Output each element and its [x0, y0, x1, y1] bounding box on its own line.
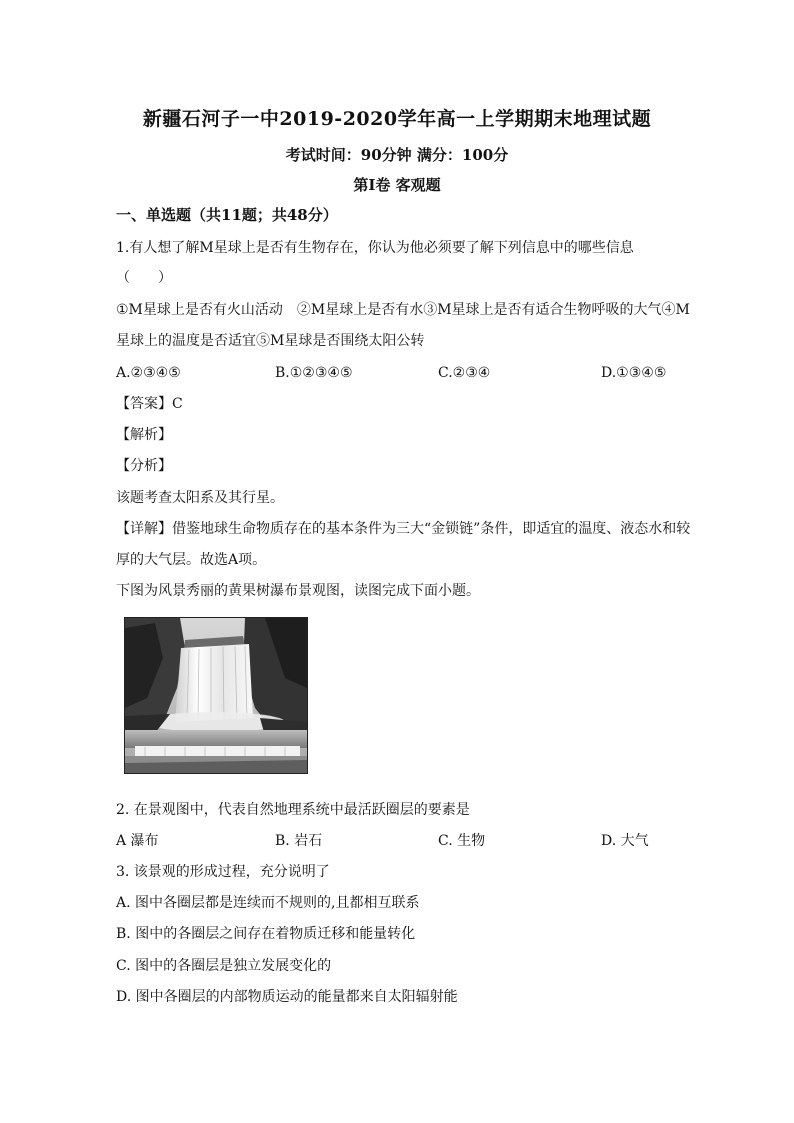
volume-title: 第Ⅰ卷 客观题: [353, 176, 441, 194]
q3-option-c: C. 图中的各圈层是独立发展变化的: [116, 958, 332, 974]
q1-stem-line1: 1.有人想了解M星球上是否有生物存在，你认为他必须要了解下列信息中的哪些信息: [116, 240, 634, 256]
q3-option-a: A. 图中各圈层都是连续而不规则的,且都相互联系: [116, 895, 420, 911]
q1-detail-line1: 【详解】借鉴地球生命物质存在的基本条件为三大“金锁链”条件，即适宜的温度、液态水和较: [116, 521, 691, 537]
q1-detail-line2: 厚的大气层。故选A项。: [116, 552, 267, 568]
q1-option-d: D.①③④⑤: [601, 365, 667, 381]
figure-intro: 下图为风景秀丽的黄果树瀑布景观图，读图完成下面小题。: [116, 583, 480, 599]
document-title: 新疆石河子一中2019-2020学年高一上学期期末地理试题: [142, 108, 652, 130]
q1-option-b: B.①②③④⑤: [275, 365, 353, 381]
q1-answer: 【答案】C: [116, 396, 183, 412]
section-heading: 一、单选题（共11题；共48分）: [116, 206, 338, 224]
exam-info: 考试时间：90分钟 满分：100分: [285, 146, 509, 164]
q1-info-line1: ①M星球上是否有火山活动 ②M星球上是否有水③M星球上是否有适合生物呼吸的大气④M: [116, 302, 690, 318]
q2-option-d: D. 大气: [601, 833, 649, 849]
q3-option-b: B. 图中的各圈层之间存在着物质迁移和能量转化: [116, 926, 416, 942]
q1-option-a: A.②③④⑤: [116, 365, 181, 381]
q1-stem-line2: （ ）: [116, 270, 172, 286]
q1-option-c: C.②③④: [438, 365, 491, 381]
q3-option-d: D. 图中各圈层的内部物质运动的能量都来自太阳辐射能: [116, 989, 458, 1005]
q1-analysis-label: 【解析】: [116, 427, 172, 443]
q1-fenxi-text: 该题考查太阳系及其行星。: [116, 490, 284, 506]
q2-option-a: A 瀑布: [116, 833, 159, 849]
q1-fenxi-label: 【分析】: [116, 458, 172, 474]
q2-option-c: C. 生物: [438, 833, 486, 849]
waterfall-photo: [124, 617, 308, 774]
q1-info-line2: 星球上的温度是否适宜⑤M星球是否围绕太阳公转: [116, 333, 425, 349]
q3-stem: 3. 该景观的形成过程，充分说明了: [116, 864, 330, 880]
q2-stem: 2. 在景观图中，代表自然地理系统中最活跃圈层的要素是: [116, 802, 470, 818]
q2-option-b: B. 岩石: [275, 833, 323, 849]
